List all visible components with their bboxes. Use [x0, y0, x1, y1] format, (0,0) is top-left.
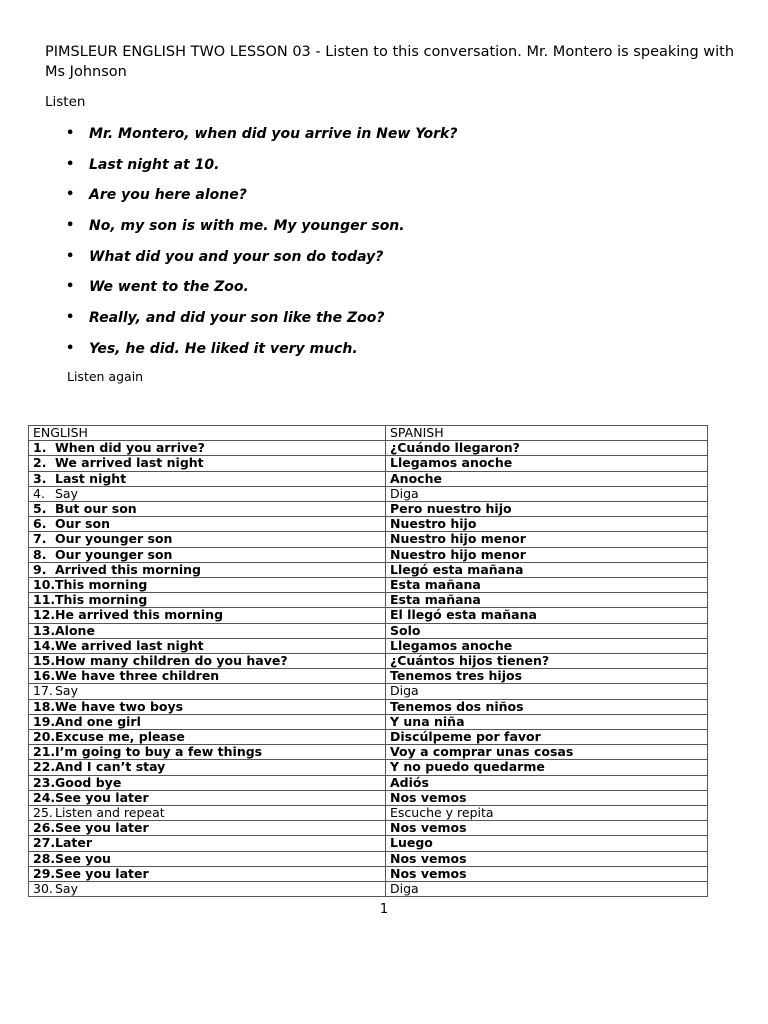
- spanish-cell: Escuche y repita: [386, 806, 708, 821]
- dialogue-text: Mr. Montero, when did you arrive in New York?: [89, 126, 458, 142]
- english-text: This morning: [55, 592, 148, 608]
- dialogue-text: Yes, he did. He liked it very much.: [89, 340, 358, 357]
- english-cell: [29, 790, 386, 805]
- table-row: [29, 593, 708, 608]
- english-text: Say: [55, 683, 78, 699]
- english-text: Our younger son: [55, 531, 173, 547]
- row-number: 12.: [33, 607, 56, 623]
- row-number: 23.: [33, 775, 56, 790]
- english-text: Arrived this morning: [55, 562, 201, 577]
- bullet-icon: •: [66, 156, 75, 172]
- spanish-cell: Esta mañana: [386, 578, 708, 593]
- english-cell: [29, 866, 386, 881]
- bullet-icon: •: [66, 187, 75, 203]
- table-row: [29, 821, 708, 836]
- spanish-cell: Solo: [386, 623, 708, 638]
- english-text: He arrived this morning: [55, 607, 224, 623]
- english-text: I’m going to buy a few things: [55, 744, 263, 760]
- table-row: [29, 578, 708, 593]
- english-text: We arrived last night: [55, 638, 204, 653]
- row-number: 6.: [33, 516, 47, 532]
- bullet-icon: •: [66, 340, 75, 356]
- spanish-cell: Tenemos tres hijos: [386, 669, 708, 684]
- english-cell: [29, 714, 386, 729]
- dialogue-line: [66, 308, 706, 339]
- dialogue-text: Really, and did your son like the Zoo?: [89, 310, 385, 327]
- spanish-cell: Nos vemos: [386, 851, 708, 866]
- english-text: Our son: [55, 516, 110, 532]
- vocabulary-table: [28, 425, 708, 897]
- english-cell: [29, 745, 386, 760]
- dialogue-text: What did you and your son do today?: [89, 248, 384, 265]
- dialogue-line: [66, 277, 706, 308]
- table-row: [29, 730, 708, 745]
- english-text: Our younger son: [55, 547, 173, 562]
- table-row: [29, 638, 708, 653]
- table-row: [29, 547, 708, 562]
- english-cell: [29, 593, 386, 608]
- spanish-cell: Adiós: [386, 775, 708, 790]
- table-row: [29, 775, 708, 790]
- table-row: [29, 654, 708, 669]
- english-text: This morning: [55, 577, 148, 593]
- row-number: 27.: [33, 835, 56, 851]
- row-number: 11.: [33, 592, 56, 608]
- table-row: [29, 760, 708, 775]
- spanish-cell: Nos vemos: [386, 790, 708, 805]
- table-row: [29, 882, 708, 897]
- english-cell: [29, 699, 386, 714]
- dialogue-line: [66, 185, 706, 216]
- row-number: 22.: [33, 759, 56, 775]
- english-cell: [29, 532, 386, 547]
- english-cell: [29, 578, 386, 593]
- dialogue-line: [66, 155, 706, 186]
- table-row: [29, 745, 708, 760]
- dialogue-text: Last night at 10.: [89, 156, 220, 173]
- spanish-cell: Nos vemos: [386, 821, 708, 836]
- table-row: [29, 486, 708, 501]
- english-text: See you later: [55, 790, 149, 805]
- spanish-cell: ¿Cuántos hijos tienen?: [386, 654, 708, 669]
- dialogue-text: Are you here alone?: [89, 187, 247, 204]
- spanish-cell: Esta mañana: [386, 593, 708, 608]
- english-cell: [29, 882, 386, 897]
- dialogue-text: We went to the Zoo.: [89, 279, 249, 296]
- spanish-cell: Llegamos anoche: [386, 638, 708, 653]
- row-number: 18.: [33, 699, 56, 714]
- table-row: [29, 714, 708, 729]
- table-row: [29, 851, 708, 866]
- english-cell: [29, 502, 386, 517]
- spanish-cell: Y una niña: [386, 714, 708, 729]
- spanish-cell: ¿Cuándo llegaron?: [386, 441, 708, 456]
- spanish-cell: Y no puedo quedarme: [386, 760, 708, 775]
- table-row: [29, 623, 708, 638]
- row-number: 14.: [33, 638, 56, 653]
- row-number: 9.: [33, 562, 47, 577]
- row-number: 24.: [33, 790, 56, 805]
- row-number: 4.: [33, 486, 45, 501]
- row-number: 13.: [33, 623, 56, 638]
- english-cell: [29, 471, 386, 486]
- english-text: Listen and repeat: [55, 805, 165, 821]
- row-number: 3.: [33, 471, 47, 486]
- english-text: Excuse me, please: [55, 729, 185, 745]
- row-number: 7.: [33, 531, 47, 547]
- bullet-icon: •: [66, 279, 75, 295]
- spanish-cell: Pero nuestro hijo: [386, 502, 708, 517]
- spanish-cell: Luego: [386, 836, 708, 851]
- table-row: [29, 684, 708, 699]
- spanish-cell: Discúlpeme por favor: [386, 730, 708, 745]
- english-text: And I can’t stay: [55, 759, 166, 775]
- dialogue-list: [66, 124, 706, 370]
- listen-label: Listen: [45, 94, 86, 110]
- dialogue-line: [66, 124, 706, 155]
- row-number: 5.: [33, 501, 47, 517]
- page-number: 1: [379, 902, 389, 917]
- dialogue-text: No, my son is with me. My younger son.: [89, 218, 405, 235]
- row-number: 21.: [33, 744, 56, 760]
- english-text: And one girl: [55, 714, 141, 729]
- english-text: How many children do you have?: [55, 653, 288, 669]
- english-cell: [29, 654, 386, 669]
- table-row: [29, 699, 708, 714]
- table-row: [29, 608, 708, 623]
- row-number: 29.: [33, 866, 56, 881]
- spanish-cell: Tenemos dos niños: [386, 699, 708, 714]
- spanish-cell: Llegamos anoche: [386, 456, 708, 471]
- table-row: [29, 836, 708, 851]
- bullet-icon: •: [66, 218, 75, 234]
- page-title: PIMSLEUR ENGLISH TWO LESSON 03 - Listen to this conversation. Mr. Montero is speaking with Ms Johnson: [45, 44, 735, 80]
- listen-again-label: Listen again: [67, 369, 144, 384]
- table-row: [29, 532, 708, 547]
- english-cell: [29, 684, 386, 699]
- table-row: [29, 790, 708, 805]
- table-row: [29, 502, 708, 517]
- table-row: [29, 669, 708, 684]
- english-cell: [29, 669, 386, 684]
- row-number: 30.: [33, 881, 53, 897]
- english-text: But our son: [55, 501, 137, 517]
- row-number: 17.: [33, 683, 53, 699]
- spanish-cell: Llegó esta mañana: [386, 562, 708, 577]
- table-row: [29, 866, 708, 881]
- english-text: Last night: [55, 471, 127, 486]
- spanish-cell: Anoche: [386, 471, 708, 486]
- header-english: ENGLISH: [29, 426, 386, 441]
- english-cell: [29, 821, 386, 836]
- english-cell: [29, 517, 386, 532]
- row-number: 26.: [33, 820, 56, 836]
- row-number: 20.: [33, 729, 56, 745]
- dialogue-line: [66, 216, 706, 247]
- english-cell: [29, 836, 386, 851]
- spanish-cell: Diga: [386, 882, 708, 897]
- dialogue-line: [66, 247, 706, 278]
- english-cell: [29, 806, 386, 821]
- english-cell: [29, 775, 386, 790]
- english-cell: [29, 851, 386, 866]
- english-text: We have two boys: [55, 699, 184, 714]
- row-number: 19.: [33, 714, 56, 729]
- english-text: Say: [55, 881, 78, 897]
- spanish-cell: Nos vemos: [386, 866, 708, 881]
- table-header-row: [29, 426, 708, 441]
- table-row: [29, 562, 708, 577]
- english-cell: [29, 760, 386, 775]
- dialogue-line: [66, 339, 706, 370]
- english-cell: [29, 608, 386, 623]
- spanish-cell: Nuestro hijo menor: [386, 547, 708, 562]
- row-number: 25.: [33, 805, 53, 821]
- table-row: [29, 441, 708, 456]
- english-text: Alone: [55, 623, 95, 638]
- table-row: [29, 471, 708, 486]
- row-number: 10.: [33, 577, 56, 593]
- english-text: We have three children: [55, 668, 220, 684]
- row-number: 15.: [33, 653, 56, 669]
- spanish-cell: Diga: [386, 486, 708, 501]
- english-text: Say: [55, 486, 78, 501]
- english-cell: [29, 562, 386, 577]
- spanish-cell: Voy a comprar unas cosas: [386, 745, 708, 760]
- spanish-cell: Nuestro hijo: [386, 517, 708, 532]
- english-cell: [29, 486, 386, 501]
- english-text: When did you arrive?: [55, 440, 205, 456]
- bullet-icon: •: [66, 310, 75, 326]
- table-row: [29, 517, 708, 532]
- english-cell: [29, 441, 386, 456]
- bullet-icon: •: [66, 126, 75, 141]
- spanish-cell: Diga: [386, 684, 708, 699]
- english-cell: [29, 638, 386, 653]
- english-text: Good bye: [55, 775, 122, 790]
- english-text: See you: [55, 851, 111, 866]
- english-cell: [29, 730, 386, 745]
- table-row: [29, 806, 708, 821]
- header-spanish: SPANISH: [386, 426, 708, 441]
- bullet-icon: •: [66, 248, 75, 264]
- english-cell: [29, 547, 386, 562]
- english-cell: [29, 456, 386, 471]
- row-number: 28.: [33, 851, 56, 866]
- table-row: [29, 456, 708, 471]
- row-number: 16.: [33, 668, 56, 684]
- english-cell: [29, 623, 386, 638]
- english-text: We arrived last night: [55, 455, 204, 471]
- spanish-cell: El llegó esta mañana: [386, 608, 708, 623]
- english-text: See you later: [55, 820, 149, 836]
- english-text: Later: [55, 835, 93, 851]
- row-number: 1.: [33, 440, 47, 456]
- english-text: See you later: [55, 866, 149, 881]
- row-number: 8.: [33, 547, 47, 562]
- spanish-cell: Nuestro hijo menor: [386, 532, 708, 547]
- row-number: 2.: [33, 455, 47, 471]
